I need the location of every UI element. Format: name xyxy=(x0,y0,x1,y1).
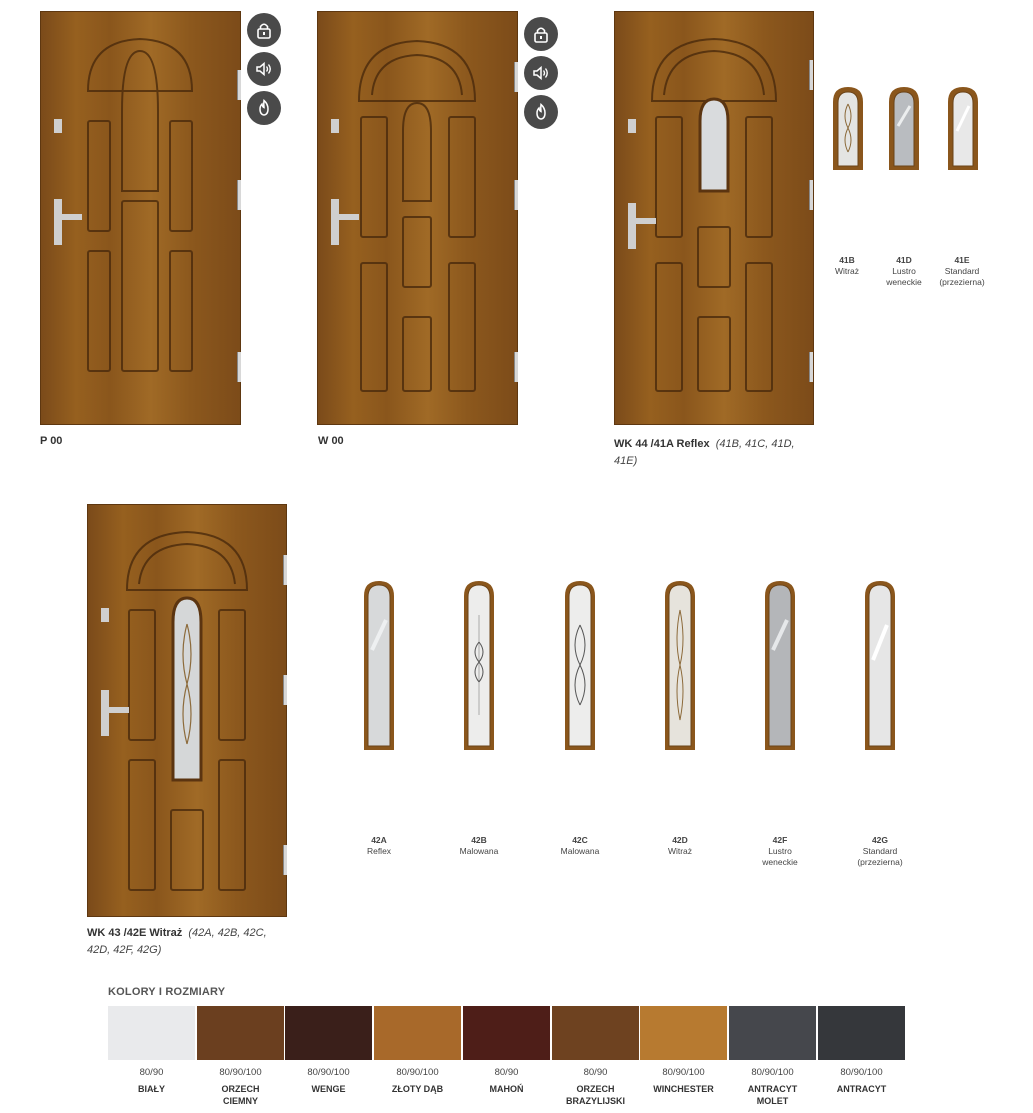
hinge xyxy=(283,845,287,875)
flame-icon xyxy=(532,103,550,121)
color-swatch xyxy=(729,1006,816,1060)
lock-feature xyxy=(524,17,558,51)
speaker-icon xyxy=(532,64,550,82)
glass-desc: Lustro weneckie xyxy=(886,266,922,287)
door-caption-wk43 xyxy=(87,925,287,959)
glass-desc: Witraż xyxy=(834,266,860,276)
glass-desc: Malowana xyxy=(560,846,600,856)
hinge xyxy=(283,675,287,705)
sound-feature xyxy=(524,56,558,90)
glass-thumb-42a xyxy=(363,580,395,751)
color-name: WINCHESTER xyxy=(653,1084,714,1094)
hinge xyxy=(283,555,287,585)
glass-caption-42g xyxy=(850,835,910,868)
glass-caption-42f xyxy=(750,835,810,868)
door-caption-w00 xyxy=(318,433,518,450)
glass-caption-41d xyxy=(875,255,933,288)
door-variants: (42A, 42B, 42C, 42D, 42F, 42G) xyxy=(87,927,267,956)
fire-feature xyxy=(524,95,558,129)
door-image-p00 xyxy=(40,11,241,425)
glass-thumb-42d xyxy=(664,580,696,751)
color-name: WENGE xyxy=(311,1084,346,1094)
glass-desc: Malowana xyxy=(459,846,499,856)
glass-caption-41e xyxy=(933,255,991,288)
glass-thumb-42b xyxy=(463,580,495,751)
glass-caption-42a xyxy=(349,835,409,857)
door-image-wk43 xyxy=(87,504,287,917)
glass-caption-42c xyxy=(550,835,610,857)
glass-thumb-42c xyxy=(564,580,596,751)
color-swatch xyxy=(197,1006,284,1060)
hinge xyxy=(237,352,241,382)
color-swatch xyxy=(463,1006,550,1060)
color-sizes: 80/90/100 xyxy=(751,1067,794,1078)
lock-feature xyxy=(247,13,281,47)
hinge xyxy=(237,180,241,210)
glass-thumb-41e xyxy=(947,86,979,171)
glass-caption-42d xyxy=(650,835,710,857)
glass-code: 42G xyxy=(871,835,889,845)
color-sizes: 80/90/100 xyxy=(219,1067,262,1078)
door-caption-wk44 xyxy=(614,436,814,470)
colors-section-title: KOLORY I ROZMIARY xyxy=(108,986,226,998)
color-name: ANTRACYT MOLET xyxy=(747,1084,798,1106)
color-swatch xyxy=(552,1006,639,1060)
color-swatch xyxy=(108,1006,195,1060)
glass-code: 41B xyxy=(839,255,855,265)
color-name: ORZECH CIEMNY xyxy=(221,1084,260,1106)
color-sizes: 80/90 xyxy=(494,1067,519,1078)
color-swatch xyxy=(374,1006,461,1060)
color-sizes: 80/90 xyxy=(139,1067,164,1078)
color-sizes: 80/90/100 xyxy=(840,1067,883,1078)
color-sizes: 80/90/100 xyxy=(662,1067,705,1078)
lock-icon xyxy=(532,25,550,43)
glass-desc: Standard (przezierna) xyxy=(857,846,903,867)
door-model: W 00 xyxy=(318,435,344,447)
door-image-w00 xyxy=(317,11,518,425)
glass-code: 41D xyxy=(896,255,912,265)
glass-desc: Reflex xyxy=(366,846,392,856)
color-sizes: 80/90/100 xyxy=(396,1067,439,1078)
glass-thumb-41b xyxy=(832,86,864,171)
color-sizes: 80/90 xyxy=(583,1067,608,1078)
glass-code: 41E xyxy=(954,255,970,265)
lock-icon xyxy=(255,21,273,39)
glass-thumb-42g xyxy=(864,580,896,751)
door-model: WK 44 /41A Reflex xyxy=(614,438,710,450)
glass-desc: Lustro weneckie xyxy=(762,846,798,867)
color-name: ZŁOTY DĄB xyxy=(391,1084,444,1094)
glass-code: 42B xyxy=(471,835,487,845)
color-name: ANTRACYT xyxy=(836,1084,887,1094)
glass-code: 42D xyxy=(672,835,688,845)
color-name: BIAŁY xyxy=(138,1084,165,1094)
glass-caption-42b xyxy=(449,835,509,857)
hinge xyxy=(514,62,518,92)
glass-code: 42C xyxy=(572,835,588,845)
glass-code: 42F xyxy=(772,835,788,845)
glass-thumb-42f xyxy=(764,580,796,751)
color-sizes: 80/90/100 xyxy=(307,1067,350,1078)
hinge xyxy=(237,70,241,100)
glass-desc: Standard (przezierna) xyxy=(939,266,985,287)
flame-icon xyxy=(255,99,273,117)
hinge xyxy=(514,180,518,210)
door-model: WK 43 /42E Witraż xyxy=(87,927,183,939)
glass-desc: Witraż xyxy=(667,846,693,856)
door-variants: (41B, 41C, 41D, 41E) xyxy=(614,438,795,467)
color-swatch xyxy=(818,1006,905,1060)
speaker-icon xyxy=(255,60,273,78)
hinge xyxy=(809,60,813,90)
hinge xyxy=(514,352,518,382)
color-swatch xyxy=(640,1006,727,1060)
glass-thumb-41d xyxy=(888,86,920,171)
color-swatch xyxy=(285,1006,372,1060)
color-name: ORZECH BRAZYLIJSKI xyxy=(565,1084,625,1106)
door-caption-p00 xyxy=(40,433,240,450)
door-model: P 00 xyxy=(40,435,63,447)
door-image-wk44 xyxy=(614,11,814,425)
hinge xyxy=(809,180,813,210)
fire-feature xyxy=(247,91,281,125)
color-name: MAHOŃ xyxy=(489,1084,524,1094)
sound-feature xyxy=(247,52,281,86)
glass-caption-41b xyxy=(818,255,876,277)
glass-code: 42A xyxy=(371,835,387,845)
hinge xyxy=(809,352,813,382)
